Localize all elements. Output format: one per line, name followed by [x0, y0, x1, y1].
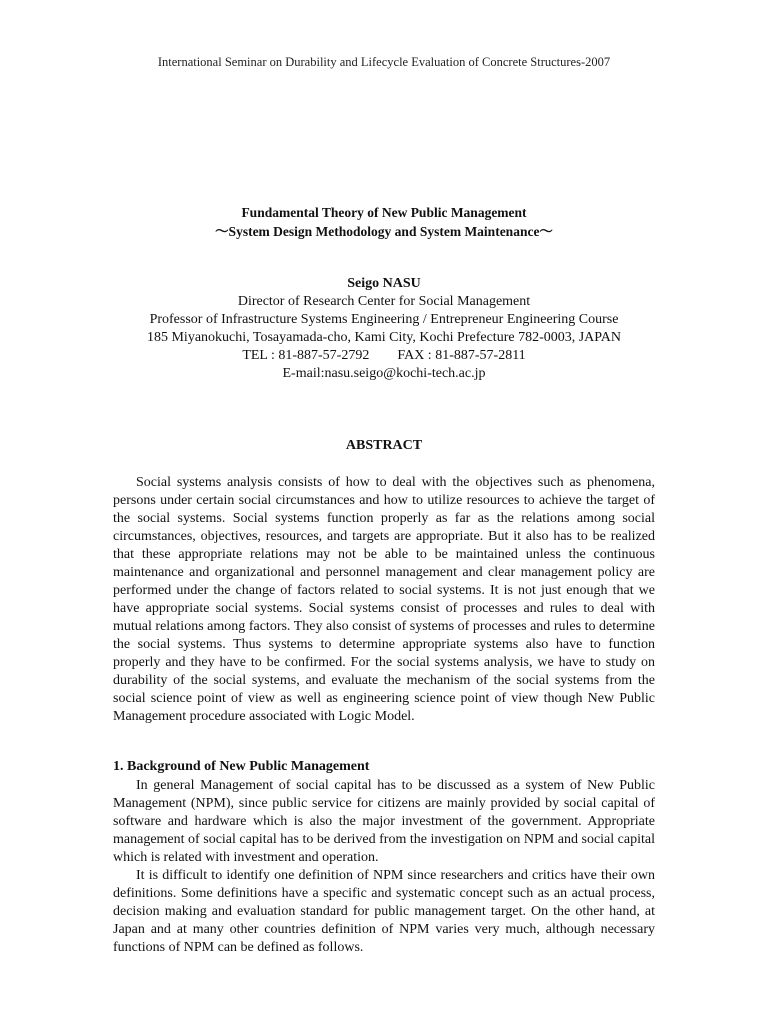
abstract-paragraph: Social systems analysis consists of how to deal with the objectives such as phenomena, persons under certain social circumstances and how to utilize resources to achieve the target of the social systems. Social systems function properly as far as the relations among social circumstances, objectives, resources, and targets are appropriate. But it also has to be realized that these appropriate relations may not be able to be maintained unless the continuous maintenance and organizational and personnel management and clear management policy are performed under the change of factors related to social systems. It is not just enough that we have appropriate social systems. Social systems consist of processes and rules to deal with mutual relations among factors. They also consist of systems of processes and rules to determine the social systems. Thus systems to determine appropriate systems also have to function properly and they have to be confirmed. For the social systems analysis, we have to study on durability of the social systems, and evaluate the mechanism of the social systems from the social science point of view as well as engineering science point of view though New Public Management procedure associated with Logic Model.	[113, 475, 655, 724]
section-heading: 1. Background of New Public Management	[113, 759, 370, 774]
title-line-1: Fundamental Theory of New Public Management	[241, 205, 527, 220]
author-professorship: Professor of Infrastructure Systems Engineering / Entrepreneur Engineering Course	[149, 312, 619, 327]
paper-title	[0, 203, 768, 241]
author-position: Director of Research Center for Social Management	[237, 294, 531, 309]
author-fax: FAX : 81-887-57-2811	[397, 348, 526, 363]
author-name: Seigo NASU	[347, 276, 421, 291]
author-email: E-mail:nasu.seigo@kochi-tech.ac.jp	[282, 366, 486, 381]
section-body	[113, 777, 655, 957]
abstract-body	[113, 474, 655, 726]
author-phone-fax	[0, 347, 768, 365]
author-block	[0, 275, 768, 383]
title-line-2: 〜System Design Methodology and System Maintenance〜	[215, 224, 553, 239]
section-paragraph-1: In general Management of social capital has to be discussed as a system of New Public Management (NPM), since public service for citizens are mainly provided by social capital of software and hardware which is also the major investment of the government. Appropriate management of social capital has to be derived from the investigation on NPM and social capital which is related with investment and operation.	[113, 778, 655, 865]
author-address: 185 Miyanokuchi, Tosayamada-cho, Kami City, Kochi Prefecture 782-0003, JAPAN	[146, 330, 622, 345]
running-header: International Seminar on Durability and Lifecycle Evaluation of Concrete Structures-2007	[157, 55, 611, 69]
author-tel: TEL : 81-887-57-2792	[242, 348, 370, 363]
section-paragraph-2: It is difficult to identify one definition of NPM since researchers and critics have their own definitions. Some definitions have a specific and systematic concept such as an actual process, decision making and evaluation standard for public management target. On the other hand, at Japan and at many other countries definition of NPM varies very much, although necessary functions of NPM can be defined as follows.	[113, 868, 655, 955]
abstract-heading: ABSTRACT	[345, 438, 423, 453]
